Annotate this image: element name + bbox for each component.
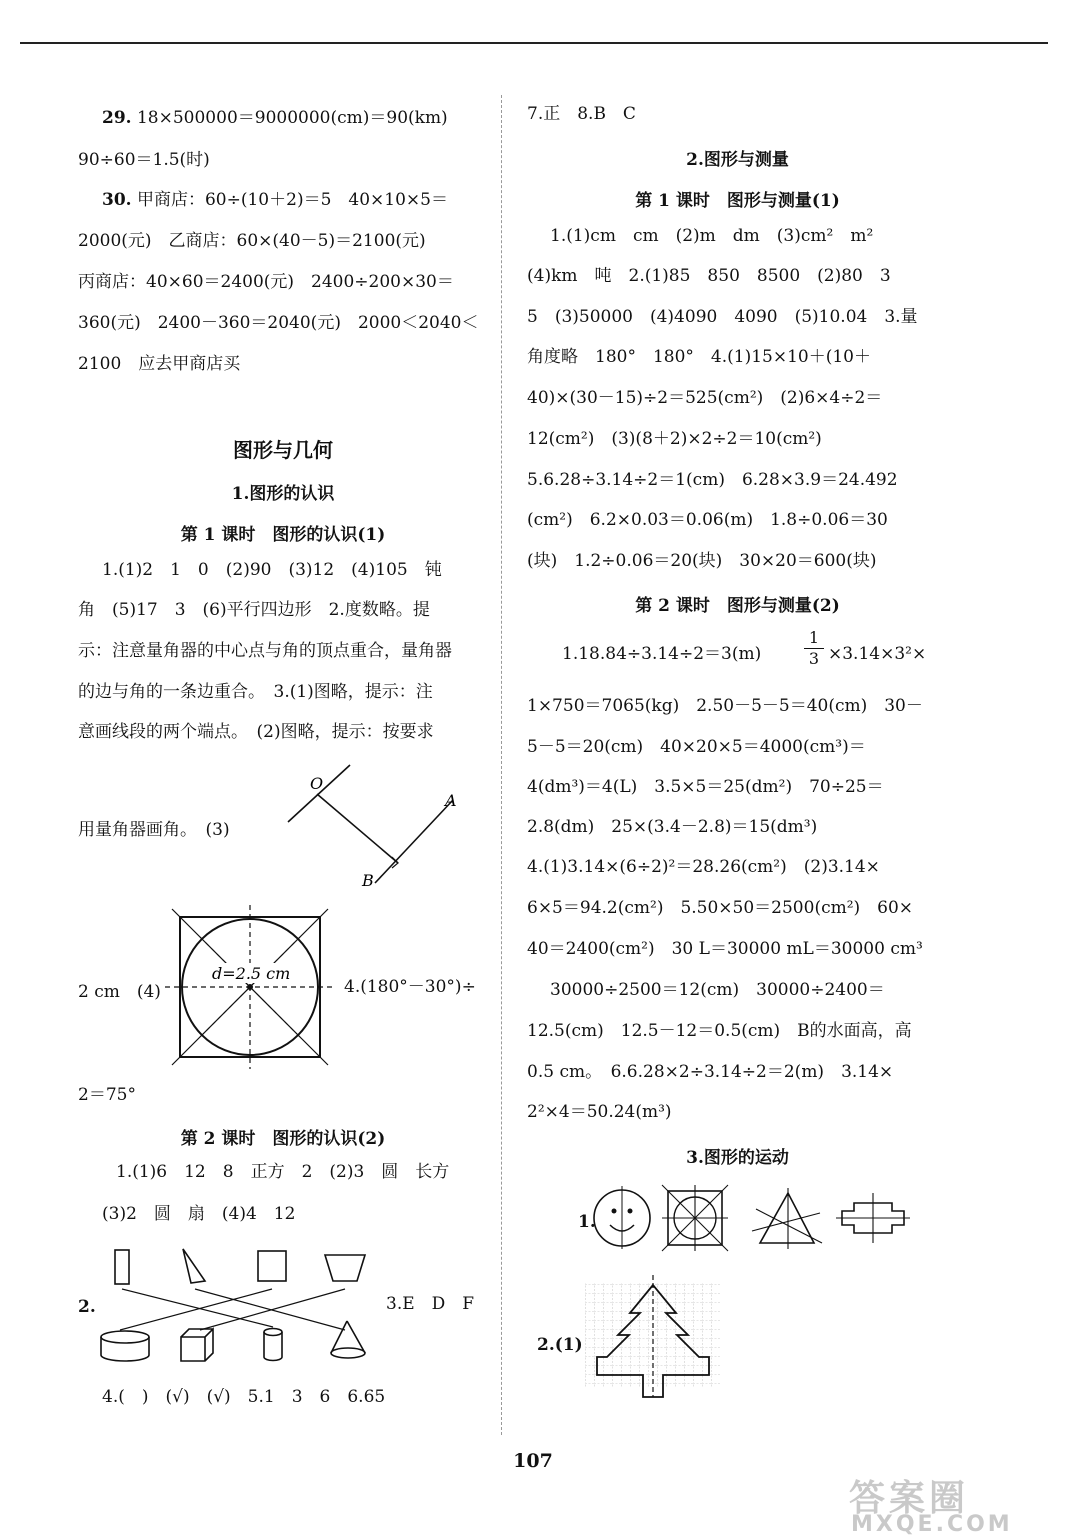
motion-figure-label-1: 1. bbox=[578, 1212, 596, 1232]
lesson3-line-8: (cm²) 6.2×0.03＝0.06(m) 1.8÷0.06＝30 bbox=[527, 510, 888, 530]
lesson-title-3: 第 1 课时 图形与测量(1) bbox=[635, 191, 840, 211]
matching-figure bbox=[95, 1245, 375, 1370]
answer-29-cont: 90÷60＝1.5(时) bbox=[78, 150, 210, 170]
top-rule bbox=[20, 42, 1048, 44]
lesson2-line-1: 1.(1)6 12 8 正方 2 (2)3 圆 长方 bbox=[116, 1162, 450, 1182]
lesson3-line-9: (块) 1.2÷0.06＝20(块) 30×20＝600(块) bbox=[527, 551, 877, 571]
lesson4-line-8: 30000÷2500＝12(cm) 30000÷2400＝ bbox=[550, 980, 885, 1000]
circle-left-text: 2 cm (4) bbox=[78, 982, 161, 1002]
lesson3-line-1: 1.(1)cm cm (2)m dm (3)cm² m² bbox=[550, 226, 874, 246]
lesson4-line-4: 2.8(dm) 25×(3.4－2.8)＝15(dm³) bbox=[527, 817, 818, 837]
lesson1-line-1: 1.(1)2 1 0 (2)90 (3)12 (4)105 钝 bbox=[102, 560, 442, 580]
lesson4-line-5: 4.(1)3.14×(6÷2)²＝28.26(cm²) (2)3.14× bbox=[527, 857, 880, 877]
lesson-title-4: 第 2 课时 图形与测量(2) bbox=[635, 596, 840, 616]
lesson1-line-5: 意画线段的两个端点。 (2)图略，提示：按要求 bbox=[78, 722, 434, 742]
lesson4-line-11: 2²×4＝50.24(m³) bbox=[527, 1102, 672, 1122]
lesson-title-1: 第 1 课时 图形的认识(1) bbox=[180, 525, 386, 545]
lesson3-line-6: 12(cm²) (3)(8＋2)×2÷2＝10(cm²) bbox=[527, 429, 822, 449]
svg-text:B: B bbox=[362, 871, 374, 890]
lesson2-line-last: 4.( ) (√) (√) 5.1 3 6 6.65 bbox=[102, 1387, 386, 1407]
svg-text:d=2.5 cm: d=2.5 cm bbox=[212, 964, 291, 983]
lesson4-line-7: 40＝2400(cm²) 30 L＝30000 mL＝30000 cm³ bbox=[527, 939, 923, 959]
angle-figure bbox=[280, 760, 480, 895]
column-divider bbox=[501, 95, 502, 1435]
circle-square-figure bbox=[160, 905, 335, 1065]
watermark-logo bbox=[811, 1478, 1036, 1536]
lesson4-fraction-suffix: ×3.14×3²× bbox=[828, 644, 927, 664]
subsection-title-3: 3.图形的运动 bbox=[686, 1148, 789, 1168]
answer-30-line4: 360(元) 2400－360＝2040(元) 2000＜2040＜ bbox=[78, 313, 479, 333]
lesson4-line-1: 1×750＝7065(kg) 2.50－5－5＝40(cm) 30－ bbox=[527, 696, 923, 716]
lesson3-line-5: 40)×(30－15)÷2＝525(cm²) (2)6×4÷2＝ bbox=[527, 388, 883, 408]
lesson4-line-6: 6×5＝94.2(cm²) 5.50×50＝2500(cm²) 60× bbox=[527, 898, 914, 918]
answer-29: 29. 18×500000＝9000000(cm)＝90(km) bbox=[102, 108, 448, 128]
lesson1-line-4: 的边与角的一条边重合。 3.(1)图略，提示：注 bbox=[78, 682, 433, 702]
motion-figure-label-2: 2.(1) bbox=[537, 1335, 583, 1355]
answer-30: 30. 甲商店：60÷(10＋2)＝5 40×10×5＝ bbox=[102, 190, 448, 210]
symmetry-figures bbox=[592, 1183, 922, 1253]
lesson-title-2: 第 2 课时 图形的认识(2) bbox=[180, 1129, 386, 1149]
watermark-bottom: MXQE.COM bbox=[851, 1512, 1013, 1537]
lesson1-line-2: 角 (5)17 3 (6)平行四边形 2.度数略。提 bbox=[78, 600, 430, 620]
lesson3-line-4: 角度略 180° 180° 4.(1)15×10＋(10＋ bbox=[527, 347, 871, 367]
answer-7-8: 7.正 8.B C bbox=[527, 104, 636, 124]
lesson3-line-2: (4)km 吨 2.(1)85 850 8500 (2)80 3 bbox=[527, 266, 891, 286]
lesson4-line-3: 4(dm³)＝4(L) 3.5×5＝25(dm²) 70÷25＝ bbox=[527, 777, 884, 797]
circle-right-text: 4.(180°－30°)÷ bbox=[344, 977, 476, 997]
svg-text:A: A bbox=[445, 791, 457, 810]
answer-30-line2: 2000(元) 乙商店：60×(40－5)＝2100(元) bbox=[78, 231, 426, 251]
lesson4-line-2: 5－5＝20(cm) 40×20×5＝4000(cm³)＝ bbox=[527, 737, 866, 757]
lesson1-line-3: 示：注意量角器的中心点与角的顶点重合，量角器 bbox=[78, 641, 452, 661]
lesson3-line-3: 5 (3)50000 (4)4090 4090 (5)10.04 3.量 bbox=[527, 307, 918, 327]
answer-30-line5: 2100 应去甲商店买 bbox=[78, 354, 241, 374]
answer-30-line3: 丙商店：40×60＝2400(元) 2400÷200×30＝ bbox=[78, 272, 454, 292]
lesson3-line-7: 5.6.28÷3.14÷2＝1(cm) 6.28×3.9＝24.492 bbox=[527, 470, 898, 490]
fraction-one-third bbox=[804, 628, 824, 669]
section-title: 图形与几何 bbox=[233, 438, 333, 462]
svg-text:O: O bbox=[310, 774, 324, 793]
circle-after-text: 2＝75° bbox=[78, 1085, 136, 1105]
fraction-denominator: 3 bbox=[804, 648, 824, 669]
subsection-title-2: 2.图形与测量 bbox=[686, 150, 789, 170]
page-number: 107 bbox=[513, 1450, 553, 1472]
lesson4-line-9: 12.5(cm) 12.5－12＝0.5(cm) B的水面高，高 bbox=[527, 1021, 912, 1041]
match-label: 2. bbox=[78, 1297, 96, 1317]
lesson4-line-10: 0.5 cm。 6.6.28×2÷3.14÷2＝2(m) 3.14× bbox=[527, 1062, 894, 1082]
lesson4-fraction-prefix: 1.18.84÷3.14÷2＝3(m) bbox=[562, 644, 762, 664]
watermark-top: 答案圈 bbox=[849, 1478, 970, 1519]
answer-3-letters: 3.E D F bbox=[386, 1294, 475, 1314]
tree-grid-figure bbox=[585, 1275, 725, 1400]
subsection-title-1: 1.图形的认识 bbox=[231, 484, 335, 504]
angle-caption: 用量角器画角。 (3) bbox=[78, 820, 230, 840]
lesson2-line-2: (3)2 圆 扇 (4)4 12 bbox=[102, 1204, 296, 1224]
fraction-numerator: 1 bbox=[808, 628, 820, 647]
